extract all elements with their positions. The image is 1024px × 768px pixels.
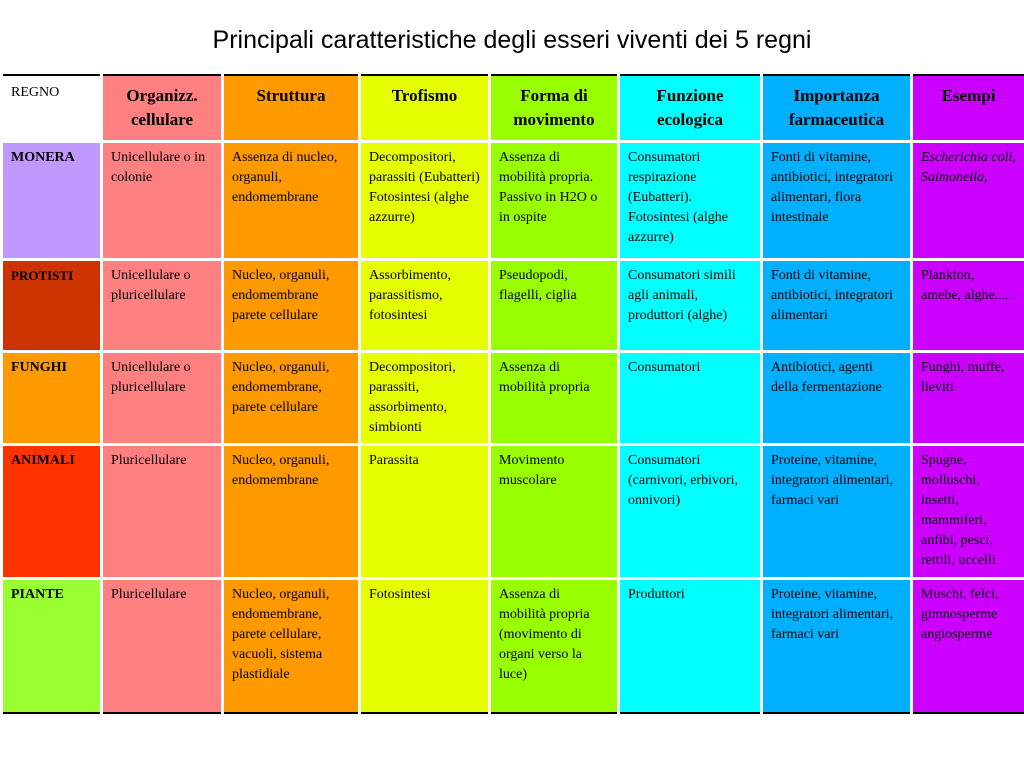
cell-struttura: Nucleo, organuli, endomembrane parete cellulare	[223, 260, 360, 352]
cell-trofismo: Fotosintesi	[360, 579, 490, 713]
cell-organizz: Unicellulare o pluricellulare	[102, 260, 223, 352]
table-row	[2, 142, 1024, 260]
header-row	[2, 75, 1024, 142]
cell-importanza: Proteine, vitamine, integratori alimentari, farmaci vari	[762, 445, 912, 579]
cell-struttura: Assenza di nucleo, organuli, endomembrane	[223, 142, 360, 260]
table-row	[2, 445, 1024, 579]
header-struttura: Struttura	[223, 75, 360, 142]
cell-importanza: Antibiotici, agenti della fermentazione	[762, 352, 912, 445]
cell-trofismo: Assorbimento, parassitismo, fotosintesi	[360, 260, 490, 352]
cell-forma: Pseudopodi, flagelli, ciglia	[490, 260, 619, 352]
cell-funzione: Produttori	[619, 579, 762, 713]
cell-trofismo: Decompositori, parassiti, assorbimento, simbionti	[360, 352, 490, 445]
cell-funzione: Consumatori (carnivori, erbivori, onnivori)	[619, 445, 762, 579]
header-esempi: Esempi	[912, 75, 1024, 142]
cell-struttura: Nucleo, organuli, endomembrane	[223, 445, 360, 579]
cell-trofismo: Parassita	[360, 445, 490, 579]
row-label-funghi: FUNGHI	[2, 352, 102, 445]
cell-forma: Assenza di mobilità propria (movimento di organi verso la luce)	[490, 579, 619, 713]
cell-organizz: Unicellulare o pluricellulare	[102, 352, 223, 445]
table-row	[2, 579, 1024, 713]
cell-funzione: Consumatori respirazione (Eubatteri). Fotosintesi (alghe azzurre)	[619, 142, 762, 260]
cell-trofismo: Decompositori, parassiti (Eubatteri) Fotosintesi (alghe azzurre)	[360, 142, 490, 260]
cell-forma: Movimento muscolare	[490, 445, 619, 579]
cell-esempi: Plankton, amebe, alghe.....	[912, 260, 1024, 352]
row-label-animali: ANIMALI	[2, 445, 102, 579]
table-row	[2, 260, 1024, 352]
cell-esempi: Escherichia coli, Salmonella,	[912, 142, 1024, 260]
cell-organizz: Pluricellulare	[102, 445, 223, 579]
header-trofismo: Trofismo	[360, 75, 490, 142]
row-label-protisti: PROTISTI	[2, 260, 102, 352]
cell-struttura: Nucleo, organuli, endomembrane, parete cellulare	[223, 352, 360, 445]
kingdoms-table	[0, 74, 1024, 714]
cell-struttura: Nucleo, organuli, endomembrane, parete cellulare, vacuoli, sistema plastidiale	[223, 579, 360, 713]
cell-importanza: Fonti di vitamine, antibiotici, integratori alimentari	[762, 260, 912, 352]
header-funzione: Funzione ecologica	[619, 75, 762, 142]
page-title: Principali caratteristiche degli esseri viventi dei 5 regni	[212, 26, 812, 54]
row-label-piante: PIANTE	[2, 579, 102, 713]
header-regno: REGNO	[2, 75, 102, 142]
cell-esempi: Muschi, felci, gimnosperme angiosperme	[912, 579, 1024, 713]
cell-organizz: Pluricellulare	[102, 579, 223, 713]
cell-esempi: Spugne, molluschi, insetti, mammiferi, anfibi, pesci, rettili, uccelli	[912, 445, 1024, 579]
header-importanza: Importanza farmaceutica	[762, 75, 912, 142]
cell-organizz: Unicellulare o in colonie	[102, 142, 223, 260]
header-organizz: Organizz. cellulare	[102, 75, 223, 142]
cell-importanza: Proteine, vitamine, integratori alimentari, farmaci vari	[762, 579, 912, 713]
cell-esempi: Funghi, muffe, lieviti	[912, 352, 1024, 445]
header-forma: Forma di movimento	[490, 75, 619, 142]
row-label-monera: MONERA	[2, 142, 102, 260]
cell-funzione: Consumatori simili agli animali, produttori (alghe)	[619, 260, 762, 352]
cell-forma: Assenza di mobilità propria. Passivo in H2O o in ospite	[490, 142, 619, 260]
cell-importanza: Fonti di vitamine, antibiotici, integratori alimentari, flora intestinale	[762, 142, 912, 260]
cell-funzione: Consumatori	[619, 352, 762, 445]
table-row	[2, 352, 1024, 445]
cell-forma: Assenza di mobilità propria	[490, 352, 619, 445]
